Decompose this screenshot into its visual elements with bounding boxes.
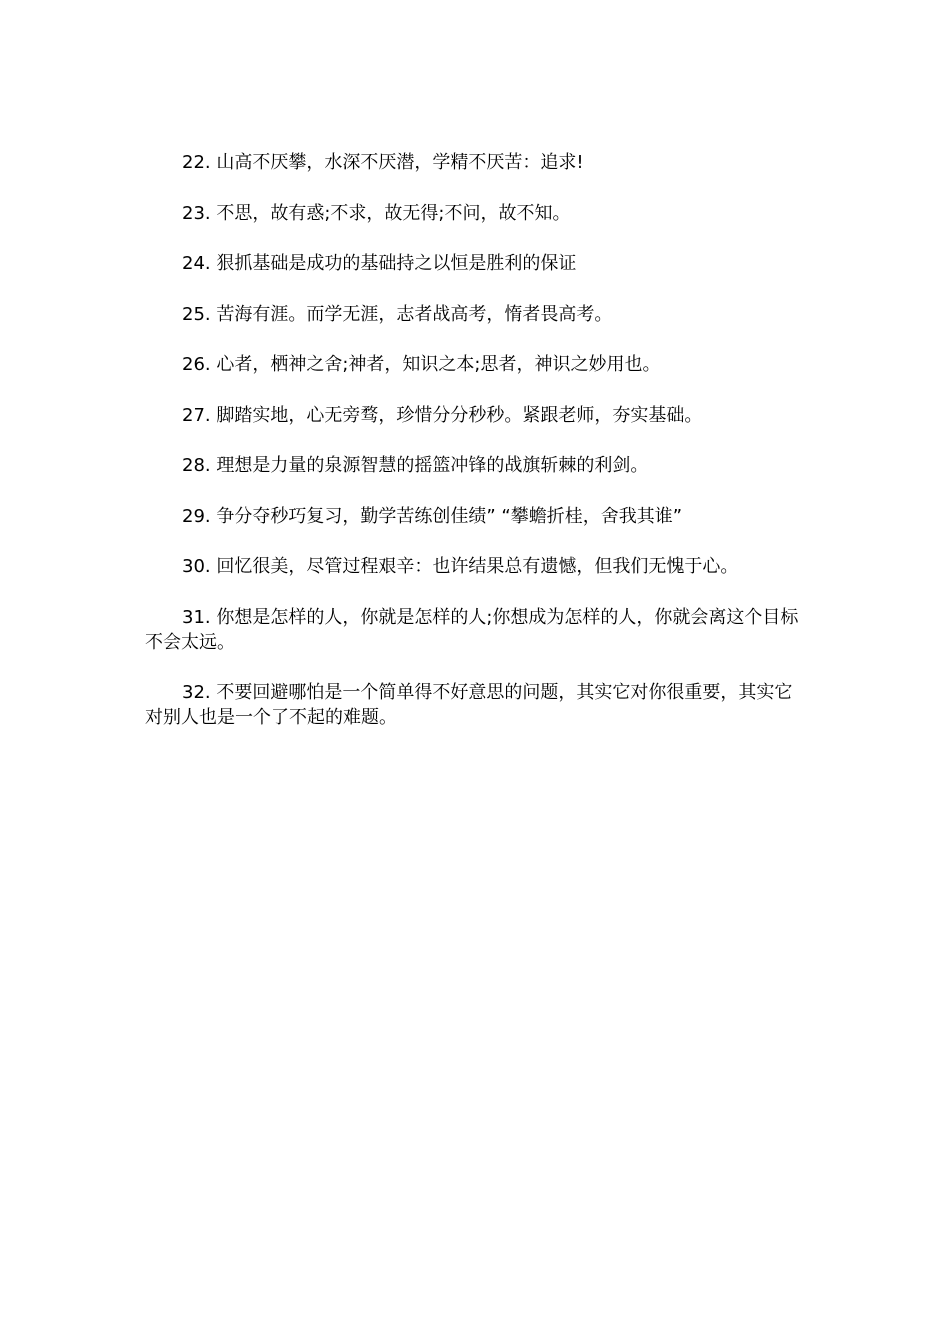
paragraph-22: 22. 山高不厌攀，水深不厌潜，学精不厌苦：追求!: [182, 152, 584, 173]
paragraph-29: 29. 争分夺秒巧复习，勤学苦练创佳绩” “攀蟾折桂，舍我其谁”: [182, 505, 683, 527]
document-body: [145, 150, 810, 756]
paragraph-26: 26. 心者，栖神之舍;神者，知识之本;思者，神识之妙用也。: [182, 354, 661, 375]
paragraph-30: 30. 回忆很美，尽管过程艰辛：也许结果总有遗憾，但我们无愧于心。: [182, 556, 739, 577]
paragraph-27: 27. 脚踏实地，心无旁骛，珍惜分分秒秒。紧跟老师，夯实基础。: [182, 404, 703, 426]
paragraph-23: 23. 不思，故有惑;不求，故无得;不问，故不知。: [182, 202, 571, 224]
paragraph-32: 32. 不要回避哪怕是一个简单得不好意思的问题，其实它对你很重要，其实它对别人也是一个了不起的难题。: [145, 682, 793, 728]
paragraph-28: 28. 理想是力量的泉源智慧的摇篮冲锋的战旗斩棘的利剑。: [182, 455, 649, 476]
paragraph-25: 25. 苦海有涯。而学无涯，志者战高考，惰者畏高考。: [182, 303, 613, 325]
paragraph-31: 31. 你想是怎样的人，你就是怎样的人;你想成为怎样的人，你就会离这个目标不会太远。: [145, 606, 799, 653]
paragraph-24: 24. 狠抓基础是成功的基础持之以恒是胜利的保证: [182, 253, 577, 274]
